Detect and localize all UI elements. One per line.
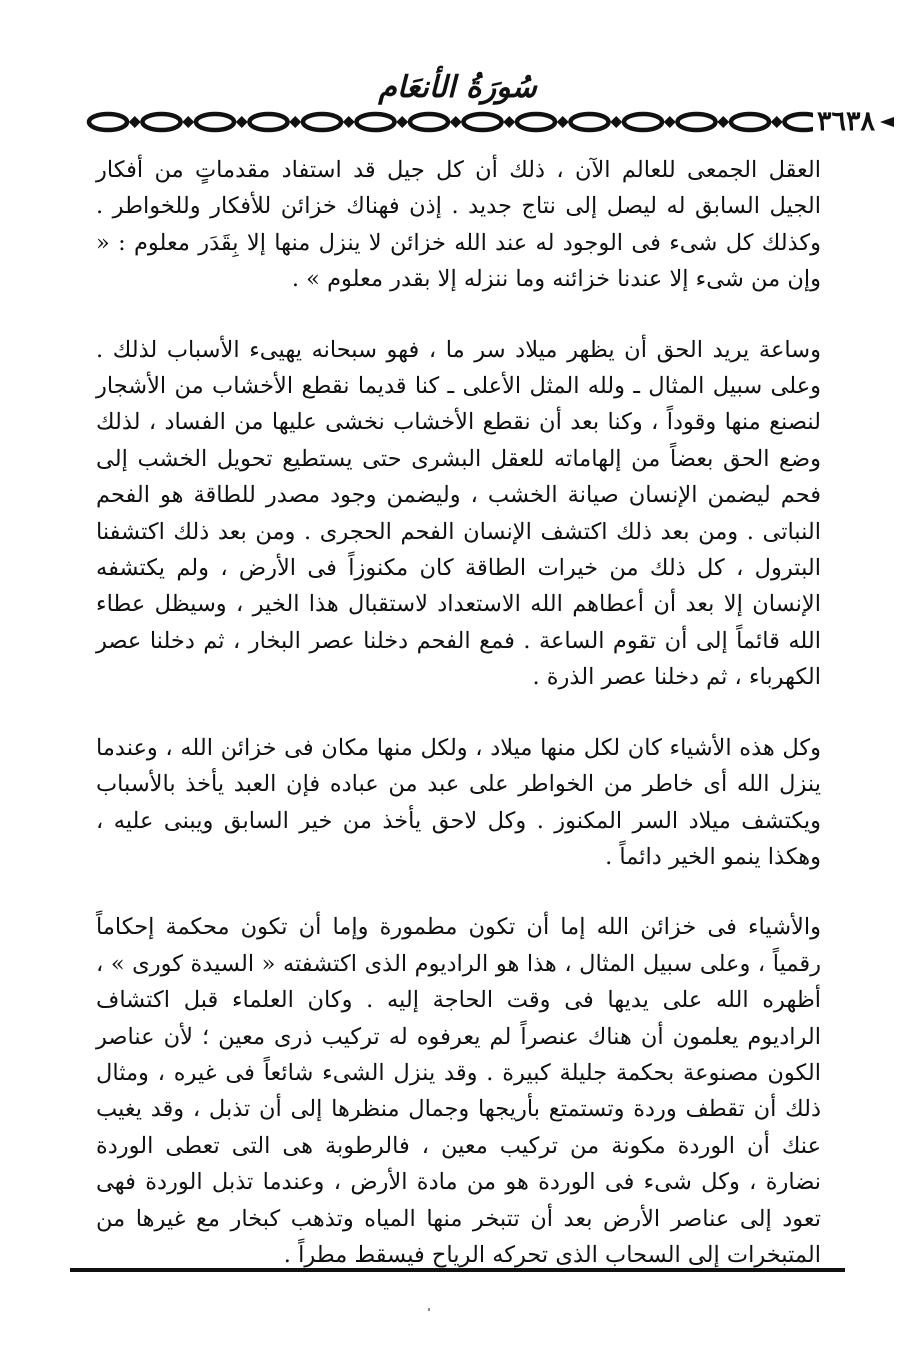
body-text bbox=[96, 152, 821, 1273]
paragraph-1: العقل الجمعى للعالم الآن ، ذلك أن كل جيل قد استفاد مقدماتٍ من أفكار الجيل السابق له ليصل إلى نتاج جديد . إذن فهناك خزائن للأفكار وللخواطر . وكذلك كل شىء فى الوجود له عند الله خزائن لا ينزل منها إلا بِقَدَر معلوم : « وإن من شىء إلا عندنا خزائنه وما ننزله إلا بقدر معلوم » . bbox=[96, 157, 821, 293]
chain-diamond bbox=[343, 116, 355, 128]
chain-diamond bbox=[236, 116, 248, 128]
chain-link bbox=[731, 114, 769, 130]
chain-link bbox=[143, 114, 181, 130]
chain-diamond bbox=[129, 116, 141, 128]
chain-diamond bbox=[664, 116, 676, 128]
paragraph-3: وكل هذه الأشياء كان لكل منها ميلاد ، ولكل منها مكان فى خزائن الله ، وعندما ينزل الله أى خاطر من الخواطر على عبد من عباده فإن العبد يأخذ بالأسباب ويكتشف ميلاد السر المكنوز . وكل لاحق يأخذ من خير السابق ويبنى عليه ، وهكذا ينمو الخير دائماً . bbox=[96, 734, 821, 870]
chain-link bbox=[196, 114, 234, 130]
chain-link bbox=[89, 114, 127, 130]
chain-link bbox=[624, 114, 662, 130]
footer-rule bbox=[70, 1268, 845, 1272]
chain-link bbox=[303, 114, 341, 130]
chain-diamond bbox=[450, 116, 462, 128]
chain-diamond bbox=[610, 116, 622, 128]
chain-link bbox=[410, 114, 448, 130]
chain-link bbox=[357, 114, 395, 130]
chain-link bbox=[250, 114, 288, 130]
chain-end-cap bbox=[879, 114, 895, 130]
page-number: ٣٦٣٨ bbox=[813, 108, 879, 136]
chain-link bbox=[678, 114, 716, 130]
chain-link bbox=[517, 114, 555, 130]
chain-link bbox=[464, 114, 502, 130]
chain-diamond bbox=[503, 116, 515, 128]
chain-diamond bbox=[289, 116, 301, 128]
chain-diamond bbox=[557, 116, 569, 128]
paragraph-4: والأشياء فى خزائن الله إما أن تكون مطمورة وإما أن تكون محكمة إحكاماً رقمياً ، وعلى سبيل المثال ، هذا هو الراديوم الذى اكتشفته « السيدة كورى » ، أظهره الله على يديها فى وقت الحاجة إليه . وكان العلماء قبل اكتشاف الراديوم يعلمون أن هناك عنصراً لم يعرفوه له تركيب ذرى معين ؛ لأن عناصر الكون مصنوعة بحكمة جليلة كبيرة . وقد ينزل الشىء شائعاً فى غيره ، ومثال ذلك أن تقطف وردة وتستمتع بأريجها وجمال منظرها إلى أن تذبل ، وقد يغيب عنك أن الوردة مكونة من تركيب معين ، فالرطوبة هى التى تعطى الوردة نضارة ، وكل شىء فى الوردة هو من مادة الأرض ، وعندما تذبل الوردة فهى تعود إلى عناصر الأرض بعد أن تتبخر منها المياه وتذهب كبخار مع غيرها من المتبخرات إلى السحاب الذى تحركه الرياح فيسقط مطراً . bbox=[96, 914, 821, 1268]
ornamental-chain-border bbox=[86, 108, 846, 136]
chain-diamond bbox=[771, 116, 783, 128]
chain-diamond bbox=[396, 116, 408, 128]
surah-title: سُورَةُ الأنعَام bbox=[378, 70, 537, 105]
chain-link bbox=[571, 114, 609, 130]
chain-diamond bbox=[182, 116, 194, 128]
scan-speck bbox=[428, 1308, 430, 1311]
paragraph-2: وساعة يريد الحق أن يظهر ميلاد سر ما ، فهو سبحانه يهيىء الأسباب لذلك . وعلى سبيل المثال ـ ولله المثل الأعلى ـ كنا قديما نقطع الأخشاب من الأشجار لنصنع منها وقوداً ، وكنا بعد أن نقطع الأخشاب نخشى عليها من الفساد ، لذلك وضع الحق بعضاً من إلهاماته للعقل البشرى حتى يستطيع تحويل الخشب إلى فحم ليضمن الإنسان صيانة الخشب ، وليضمن وجود مصدر للطاقة هو الفحم النباتى . ومن بعد ذلك اكتشف الإنسان الفحم الحجرى . ومن بعد ذلك اكتشفنا البترول ، كل ذلك من خيرات الطاقة كان مكنوزاً فى الأرض ، ولم يكتشفه الإنسان إلا بعد أن أعطاهم الله الاستعداد لاستقبال هذا الخير ، وسيظل عطاء الله قائماً إلى أن تقوم الساعة . فمع الفحم دخلنا عصر البخار ، ثم دخلنا عصر الكهرباء ، ثم دخلنا عصر الذرة . bbox=[96, 336, 821, 691]
chain-diamond bbox=[717, 116, 729, 128]
